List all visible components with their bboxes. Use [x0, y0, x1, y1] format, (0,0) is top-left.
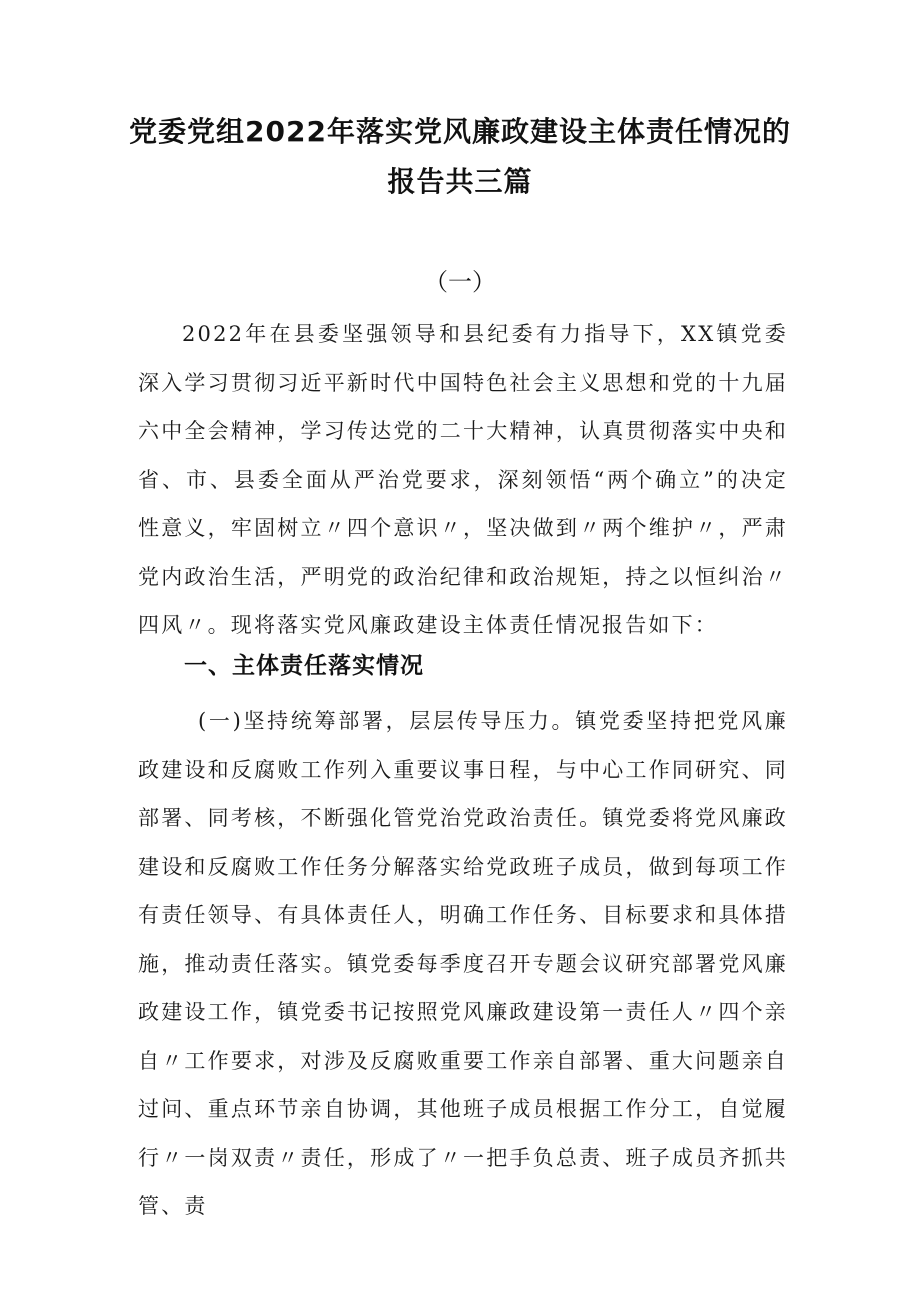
- document-title-line-1: 党委党组2022年落实党风廉政建设主体责任情况的: [129, 115, 791, 148]
- part-heading: （一）: [424, 268, 496, 296]
- paragraph-body: (一)坚持统筹部署，层层传导压力。镇党委坚持把党风廉政建设和反腐败工作列入重要议事日程，与中心工作同研究、同部署、同考核，不断强化管党治党政治责任。镇党委将党风廉政建设和反腐败工作任务分解落实给党政班子成员，做到每项工作有责任领导、有具体责任人，明确工作任务、目标要求和具体措施，推动责任落实。镇党委每季度召开专题会议研究部署党风廉政建设工作，镇党委书记按照党风廉政建设第一责任人〃四个亲自〃工作要求，对涉及反腐败重要工作亲自部署、重大问题亲自过问、重点环节亲自协调，其他班子成员根据工作分工，自觉履行〃一岗双责〃责任，形成了〃一把手负总责、班子成员齐抓共管、责: [138, 709, 788, 1218]
- document-title-line-2: 报告共三篇: [387, 165, 533, 198]
- section-heading: 一、主体责任落实情况: [184, 653, 424, 679]
- paragraph-intro: 2022年在县委坚强领导和县纪委有力指导下，XX镇党委深入学习贯彻习近平新时代中国特色社会主义思想和党的十九届六中全会精神，学习传达党的二十大精神，认真贯彻落实中央和省、市、县委全面从严治党要求，深刻领悟“两个确立”的决定性意义，牢固树立〃四个意识〃，坚决做到〃两个维护〃，严肃党内政治生活，严明党的政治纪律和政治规矩，持之以恒纠治〃四风〃。现将落实党风廉政建设主体责任情况报告如下：: [138, 322, 788, 637]
